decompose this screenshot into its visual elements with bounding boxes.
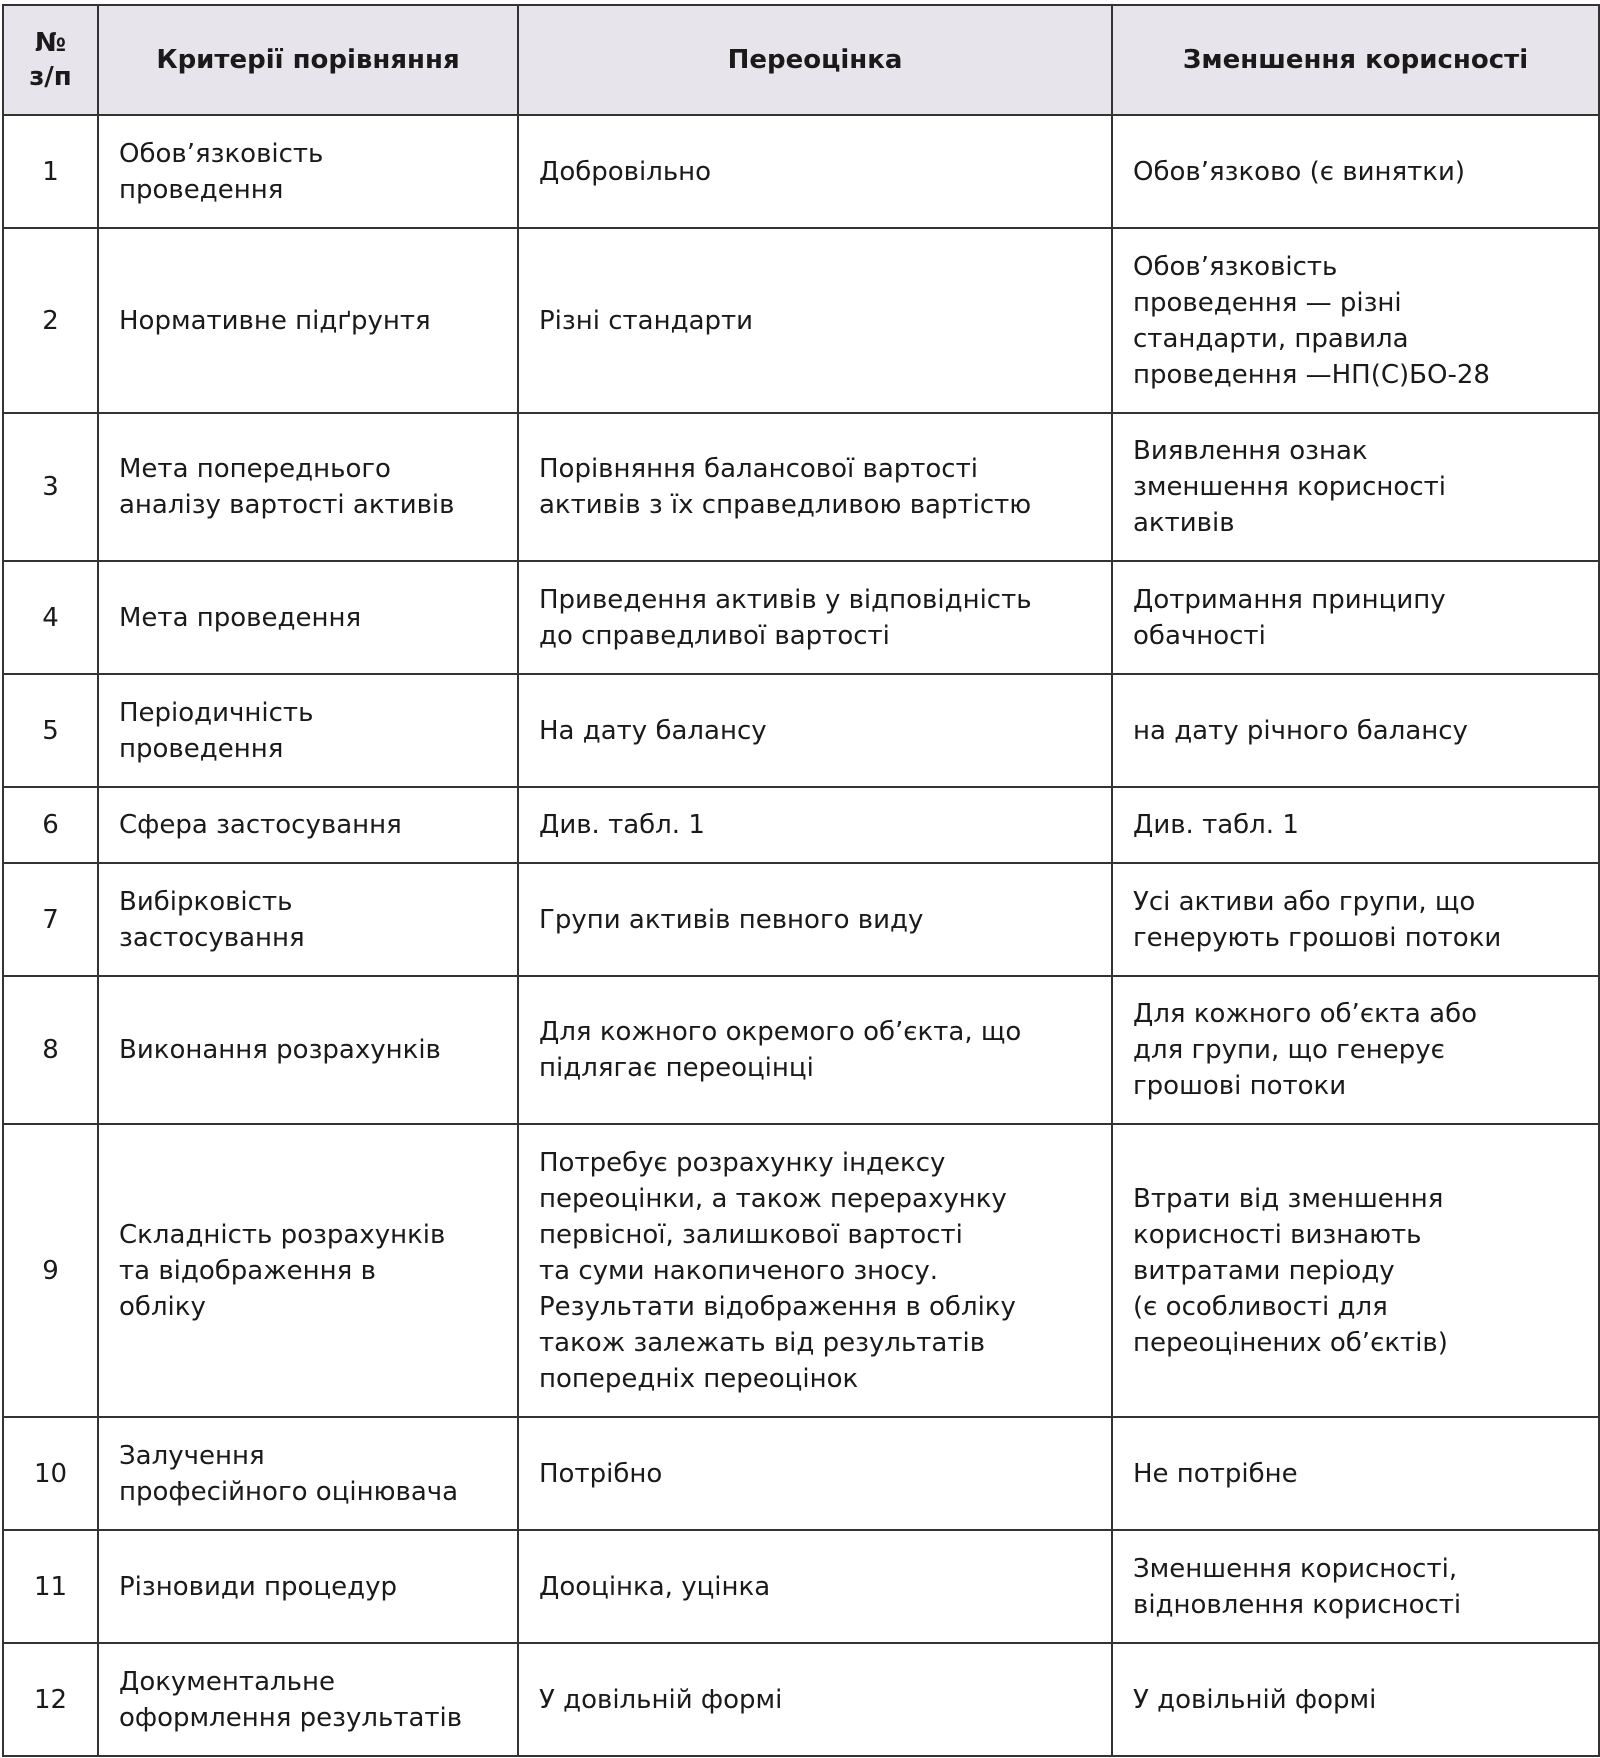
- row-number: 12: [3, 1643, 98, 1756]
- table-row: [3, 1530, 1599, 1643]
- table-row: [3, 561, 1599, 674]
- row-number: 3: [3, 413, 98, 561]
- row-criteria: Виконання розрахунків: [98, 976, 518, 1124]
- header-row: [3, 5, 1599, 115]
- row-revaluation: Приведення активів у відповідність до справедливої вартості: [518, 561, 1112, 674]
- table-row: [3, 787, 1599, 863]
- row-number: 7: [3, 863, 98, 976]
- row-revaluation: Групи активів певного виду: [518, 863, 1112, 976]
- row-impairment: Втрати від зменшення корисності визнають витратами періоду (є особливості для переоцінених об’єктів): [1112, 1124, 1599, 1417]
- comparison-table: [2, 4, 1600, 1757]
- table-row: [3, 1417, 1599, 1530]
- row-criteria: Мета проведення: [98, 561, 518, 674]
- table-header: [3, 5, 1599, 115]
- row-impairment: Обов’язковість проведення — різні стандарти, правила проведення —НП(С)БО-28: [1112, 228, 1599, 413]
- row-criteria: Складність розрахунків та відображення в обліку: [98, 1124, 518, 1417]
- header-criteria: Критерії порівняння: [98, 5, 518, 115]
- row-impairment: Зменшення корисності, відновлення корисності: [1112, 1530, 1599, 1643]
- row-criteria: Різновиди процедур: [98, 1530, 518, 1643]
- table-row: [3, 976, 1599, 1124]
- header-impairment: Зменшення корисності: [1112, 5, 1599, 115]
- row-impairment: У довільній формі: [1112, 1643, 1599, 1756]
- table-row: [3, 413, 1599, 561]
- table-row: [3, 863, 1599, 976]
- header-number: № з/п: [3, 5, 98, 115]
- row-impairment: Для кожного об’єкта або для групи, що генерує грошові потоки: [1112, 976, 1599, 1124]
- table-row: [3, 1124, 1599, 1417]
- table-row: [3, 674, 1599, 787]
- row-criteria: Документальне оформлення результатів: [98, 1643, 518, 1756]
- row-number: 11: [3, 1530, 98, 1643]
- row-criteria: Сфера застосування: [98, 787, 518, 863]
- row-criteria: Нормативне підґрунтя: [98, 228, 518, 413]
- table-row: [3, 228, 1599, 413]
- table-row: [3, 115, 1599, 228]
- table-row: [3, 1643, 1599, 1756]
- row-revaluation: Дооцінка, уцінка: [518, 1530, 1112, 1643]
- row-revaluation: Потребує розрахунку індексу переоцінки, а також перерахунку первісної, залишкової вартості та суми накопиченого зносу. Результати відображення в обліку також залежать від результатів попередніх переоцінок: [518, 1124, 1112, 1417]
- row-impairment: Дотримання принципу обачності: [1112, 561, 1599, 674]
- row-revaluation: На дату балансу: [518, 674, 1112, 787]
- row-impairment: Див. табл. 1: [1112, 787, 1599, 863]
- row-revaluation: Див. табл. 1: [518, 787, 1112, 863]
- row-revaluation: Для кожного окремого об’єкта, що підлягає переоцінці: [518, 976, 1112, 1124]
- row-impairment: на дату річного балансу: [1112, 674, 1599, 787]
- table-body: [3, 115, 1599, 1756]
- row-revaluation: Потрібно: [518, 1417, 1112, 1530]
- row-impairment: Усі активи або групи, що генерують грошові потоки: [1112, 863, 1599, 976]
- row-number: 4: [3, 561, 98, 674]
- row-revaluation: Різні стандарти: [518, 228, 1112, 413]
- row-criteria: Періодичність проведення: [98, 674, 518, 787]
- row-revaluation: Добровільно: [518, 115, 1112, 228]
- row-number: 10: [3, 1417, 98, 1530]
- header-revaluation: Переоцінка: [518, 5, 1112, 115]
- row-number: 2: [3, 228, 98, 413]
- row-number: 9: [3, 1124, 98, 1417]
- row-revaluation: У довільній формі: [518, 1643, 1112, 1756]
- row-number: 1: [3, 115, 98, 228]
- row-number: 6: [3, 787, 98, 863]
- row-impairment: Виявлення ознак зменшення корисності активів: [1112, 413, 1599, 561]
- row-impairment: Не потрібне: [1112, 1417, 1599, 1530]
- row-criteria: Залучення професійного оцінювача: [98, 1417, 518, 1530]
- row-revaluation: Порівняння балансової вартості активів з їх справедливою вартістю: [518, 413, 1112, 561]
- row-number: 8: [3, 976, 98, 1124]
- row-criteria: Мета попереднього аналізу вартості активів: [98, 413, 518, 561]
- row-criteria: Обов’язковість проведення: [98, 115, 518, 228]
- row-number: 5: [3, 674, 98, 787]
- row-criteria: Вибірковість застосування: [98, 863, 518, 976]
- row-impairment: Обов’язково (є винятки): [1112, 115, 1599, 228]
